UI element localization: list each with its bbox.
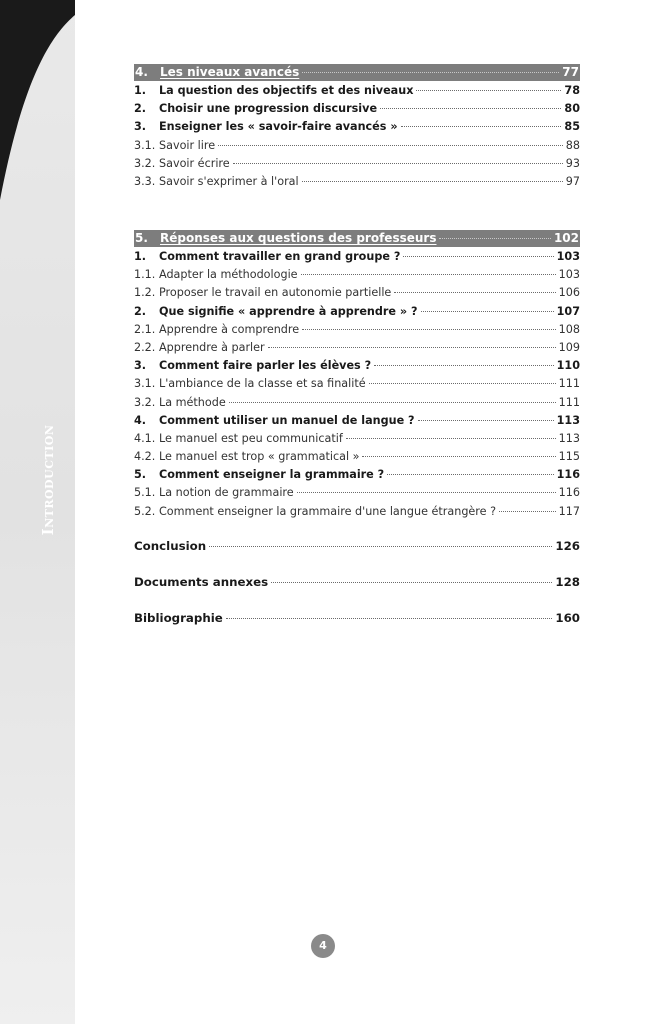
toc-entry[interactable] <box>134 321 580 339</box>
entry-page: 116 <box>556 468 580 482</box>
entry-number: 3.2. <box>134 395 156 409</box>
toc-entry[interactable] <box>134 339 580 357</box>
toc-entry[interactable] <box>134 412 580 430</box>
entry-page: 160 <box>555 611 580 625</box>
toc-entry[interactable] <box>134 503 580 521</box>
toc-entry[interactable] <box>134 303 580 321</box>
entry-title: La notion de grammaire <box>159 486 294 500</box>
entry-page: 88 <box>565 138 580 152</box>
dot-leader <box>421 311 554 312</box>
toc-entry-bibliographie[interactable] <box>134 609 580 627</box>
entry-page: 103 <box>556 250 580 263</box>
chapter-sidebar <box>0 0 75 1024</box>
dot-leader <box>369 383 556 384</box>
sidebar-chapter-label: Introduction <box>39 424 57 536</box>
entry-number: 2.2. <box>134 340 156 354</box>
entry-title: La méthode <box>159 395 226 409</box>
toc-entry[interactable] <box>134 266 580 284</box>
dot-leader <box>297 492 556 493</box>
dot-leader <box>229 402 556 403</box>
toc-entry[interactable] <box>134 118 580 136</box>
entry-page: 111 <box>558 377 580 391</box>
entry-number: 2.1. <box>134 322 156 336</box>
toc-entry[interactable] <box>134 173 580 191</box>
toc-entry[interactable] <box>134 394 580 412</box>
dot-leader <box>401 126 562 127</box>
entry-page: 97 <box>565 174 580 188</box>
entry-page: 117 <box>558 504 580 518</box>
entry-number: 5.1. <box>134 486 156 500</box>
toc-annexes <box>134 573 580 591</box>
entry-number: 1. <box>134 84 147 97</box>
black-corner-shape <box>0 0 75 200</box>
entry-title: Enseigner les « savoir-faire avancés » <box>159 120 398 134</box>
toc-entry[interactable] <box>134 248 580 266</box>
entry-title: Comment enseigner la grammaire ? <box>159 468 385 482</box>
dot-leader <box>362 456 555 457</box>
toc-section-4 <box>134 64 580 191</box>
entry-number: 2. <box>134 304 147 318</box>
toc-entry-conclusion[interactable] <box>134 537 580 555</box>
entry-title: Que signifie « apprendre à apprendre » ? <box>159 304 418 318</box>
entry-page: 85 <box>564 120 580 134</box>
section-number: 4. <box>135 65 148 79</box>
entry-number: 3.1. <box>134 138 156 152</box>
section-page: 77 <box>562 65 579 79</box>
toc-entry[interactable] <box>134 82 580 100</box>
toc-entry[interactable] <box>134 137 580 155</box>
dot-leader <box>218 145 563 146</box>
toc-entry[interactable] <box>134 430 580 448</box>
toc-entry[interactable] <box>134 284 580 302</box>
entry-title: Comment enseigner la grammaire d'une langue étrangère ? <box>159 504 497 518</box>
entry-title: Savoir lire <box>159 138 216 152</box>
entry-number: 2. <box>134 102 147 116</box>
dot-leader <box>387 474 553 475</box>
entry-title: Comment utiliser un manuel de langue ? <box>159 413 415 427</box>
section-number: 5. <box>135 231 148 245</box>
dot-leader <box>268 347 556 348</box>
entry-page: 107 <box>556 304 580 318</box>
entry-title: Choisir une progression discursive <box>159 102 378 116</box>
dot-leader <box>380 108 561 109</box>
entry-number: 1. <box>134 250 147 263</box>
entry-title: Bibliographie <box>134 611 223 625</box>
entry-title: Le manuel est trop « grammatical » <box>159 450 360 464</box>
entry-page: 80 <box>564 102 580 116</box>
section-title: Réponses aux questions des professeurs <box>160 231 437 245</box>
dot-leader <box>374 365 554 366</box>
dot-leader <box>302 329 555 330</box>
dot-leader <box>209 546 552 547</box>
dot-leader <box>403 256 553 257</box>
toc-entry[interactable] <box>134 155 580 173</box>
entry-page: 128 <box>555 575 580 589</box>
entry-number: 3. <box>134 120 147 134</box>
entry-page: 110 <box>556 359 580 373</box>
entry-title: Comment faire parler les élèves ? <box>159 359 372 373</box>
toc-bibliographie <box>134 609 580 627</box>
entry-title: Adapter la méthodologie <box>159 268 298 282</box>
entry-page: 113 <box>556 413 580 427</box>
section-page: 102 <box>553 231 579 245</box>
entry-page: 78 <box>564 84 580 97</box>
entry-number: 3.1. <box>134 377 156 391</box>
entry-title: Conclusion <box>134 539 207 553</box>
dot-leader <box>499 511 556 512</box>
entry-page: 115 <box>558 450 580 464</box>
entry-title: La question des objectifs et des niveaux <box>159 84 414 97</box>
entry-page: 108 <box>558 322 580 336</box>
toc-entry[interactable] <box>134 100 580 118</box>
entry-page: 103 <box>558 268 580 282</box>
entry-number: 3. <box>134 359 147 373</box>
toc-entry[interactable] <box>134 484 580 502</box>
toc-entry[interactable] <box>134 357 580 375</box>
entry-title: Apprendre à parler <box>159 340 265 354</box>
entry-page: 109 <box>558 340 580 354</box>
toc-entry[interactable] <box>134 448 580 466</box>
toc-conclusion <box>134 537 580 555</box>
entry-number: 4. <box>134 413 147 427</box>
entry-number: 1.1. <box>134 268 156 282</box>
entry-number: 5. <box>134 468 147 482</box>
entry-title: Le manuel est peu communicatif <box>159 431 343 445</box>
section-title: Les niveaux avancés <box>160 65 300 79</box>
dot-leader <box>439 238 550 239</box>
dot-leader <box>233 163 563 164</box>
entry-number: 1.2. <box>134 286 156 300</box>
dot-leader <box>302 72 559 73</box>
entry-title: Apprendre à comprendre <box>159 322 300 336</box>
entry-title: Savoir s'exprimer à l'oral <box>159 174 299 188</box>
entry-page: 106 <box>558 286 580 300</box>
dot-leader <box>271 582 552 583</box>
section-header[interactable] <box>134 230 580 247</box>
toc-entry-annexes[interactable] <box>134 573 580 591</box>
dot-leader <box>302 181 563 182</box>
entry-title: Documents annexes <box>134 575 269 589</box>
toc-entry[interactable] <box>134 466 580 484</box>
dot-leader <box>301 274 556 275</box>
dot-leader <box>226 618 553 619</box>
entry-title: Savoir écrire <box>159 156 230 170</box>
entry-number: 5.2. <box>134 504 156 518</box>
entry-number: 4.1. <box>134 431 156 445</box>
entry-title: Comment travailler en grand groupe ? <box>159 250 401 263</box>
entry-page: 116 <box>558 486 580 500</box>
toc-entry[interactable] <box>134 375 580 393</box>
toc-section-5 <box>134 230 580 521</box>
entry-number: 4.2. <box>134 450 156 464</box>
entry-number: 3.3. <box>134 174 156 188</box>
entry-number: 3.2. <box>134 156 156 170</box>
dot-leader <box>416 90 561 91</box>
section-header[interactable] <box>134 64 580 81</box>
entry-title: L'ambiance de la classe et sa finalité <box>159 377 366 391</box>
dot-leader <box>394 292 555 293</box>
page-number-badge: 4 <box>311 934 335 958</box>
entry-page: 111 <box>558 395 580 409</box>
entry-title: Proposer le travail en autonomie partielle <box>159 286 392 300</box>
entry-page: 93 <box>565 156 580 170</box>
dot-leader <box>418 420 554 421</box>
dot-leader <box>346 438 556 439</box>
entry-page: 113 <box>558 431 580 445</box>
entry-page: 126 <box>555 539 580 553</box>
